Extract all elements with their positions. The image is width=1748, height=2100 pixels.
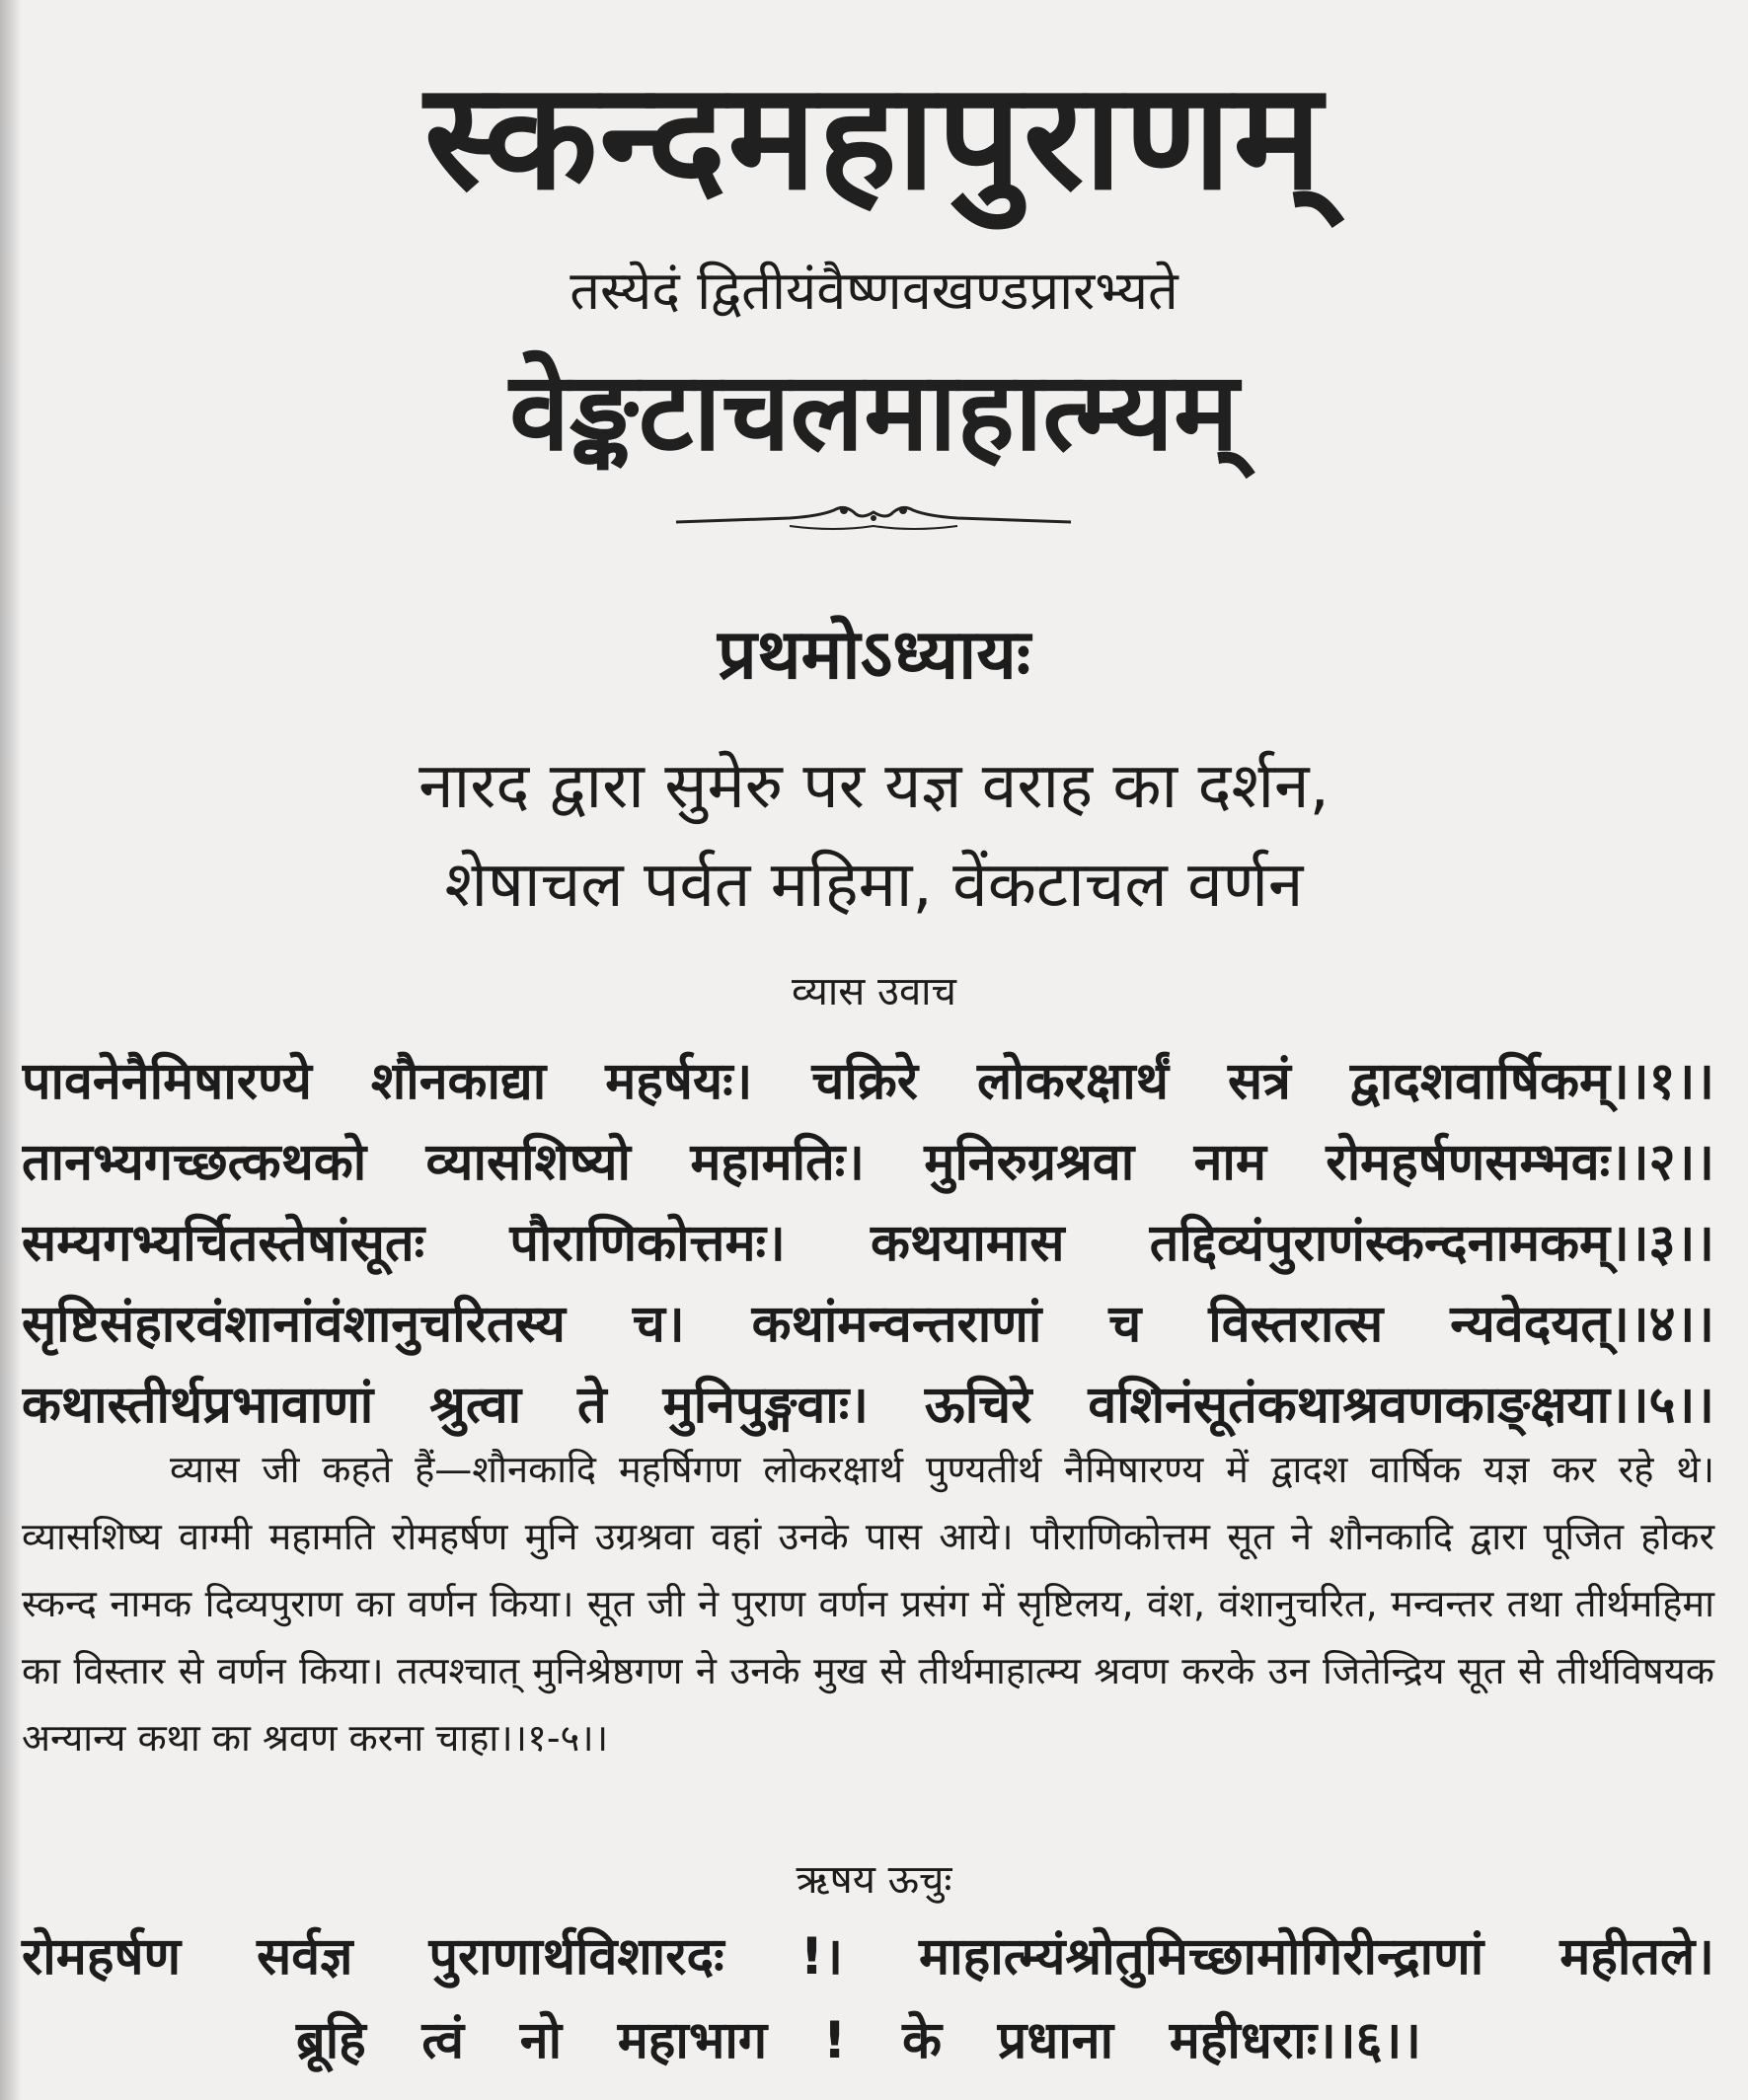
subtitle: तस्येदं द्वितीयंवैष्णवखण्डप्रारभ्यते <box>570 260 1178 322</box>
hindi-translation-paragraph <box>22 1436 1714 1771</box>
verse-line: सम्यगभ्यर्चितस्तेषांसूतः पौराणिकोत्तमः। कथयामास तद्दिव्यंपुराणंस्कन्दनामकम्।।३।। <box>22 1214 1714 1273</box>
main-title: स्कन्दमहापुराणम् <box>423 51 1325 223</box>
verse-line: रोमहर्षण सर्वज्ञ पुराणार्थविशारदः !। माहात्म्यंश्रोतुमिच्छामोगिरीन्द्राणां महीतले। <box>22 1927 1714 1987</box>
verse-line: सृष्टिसंहारवंशानांवंशानुचरितस्य च। कथांमन्वन्तराणां च विस्तरात्स न्यवेदयत्।।४।। <box>22 1295 1714 1354</box>
section-title: वेङ्कटाचलमाहात्म्यम् <box>509 348 1239 475</box>
verse-block <box>22 1041 1714 1446</box>
verse-line: पावनेनैमिषारण्ये शौनकाद्या महर्षयः। चक्रिरे लोकरक्षार्थं सत्रं द्वादशवार्षिकम्।।१।। <box>22 1052 1714 1111</box>
translation-text: व्यास जी कहते हैं—शौनकादि महर्षिगण लोकरक्षार्थ पुण्यतीर्थ नैमिषारण्य में द्वादश वार्षिक यज्ञ कर रहे थे। व्यासशिष्य वाग्मी महामति रोमहर्षण मुनि उग्रश्रवा वहां उनके पास आये। पौराणिकोत्तम सूत ने शौनकादि द्वारा पूजित होकर स्कन्द नामक दिव्यपुराण का वर्णन किया। सूत जी ने पुराण वर्णन प्रसंग में सृष्टिलय, वंश, वंशानुचरित, मन्वन्तर तथा तीर्थमहिमा का विस्तार से वर्णन किया। तत्पश्चात् मुनिश्रेष्ठगण ने उनके मुख से तीर्थमाहात्म्य श्रवण करके उन जितेन्द्रिय सूत से तीर्थविषयक अन्यान्य कथा का श्रवण करना चाहा।।१-५।। <box>22 1448 1714 1760</box>
chapter-summary-line: नारद द्वारा सुमेरु पर यज्ञ वराह का दर्शन, <box>418 750 1330 823</box>
verse-line: कथास्तीर्थप्रभावाणां श्रुत्वा ते मुनिपुङ्गवाः। ऊचिरे वशिनंसूतंकथाश्रवणकाङ्क्षया।।५।। <box>22 1376 1714 1435</box>
chapter-heading: प्रथमोऽध्यायः <box>717 614 1031 695</box>
speaker-label: ऋषय ऊचुः <box>796 1857 952 1903</box>
verse-line: तानभ्यगच्छत्कथको व्यासशिष्यो महामतिः। मुनिरुग्रश्रवा नाम रोमहर्षणसम्भवः।।२।। <box>22 1133 1714 1192</box>
speaker-label: व्यास उवाच <box>792 969 956 1014</box>
verse-line: ब्रूहि त्वं नो महाभाग ! के प्रधाना महीधराः।।६।। <box>296 2011 1421 2070</box>
chapter-summary-line: शेषाचल पर्वत महिमा, वेंकटाचल वर्णन <box>444 849 1304 922</box>
ornament-divider-icon <box>671 498 1076 538</box>
